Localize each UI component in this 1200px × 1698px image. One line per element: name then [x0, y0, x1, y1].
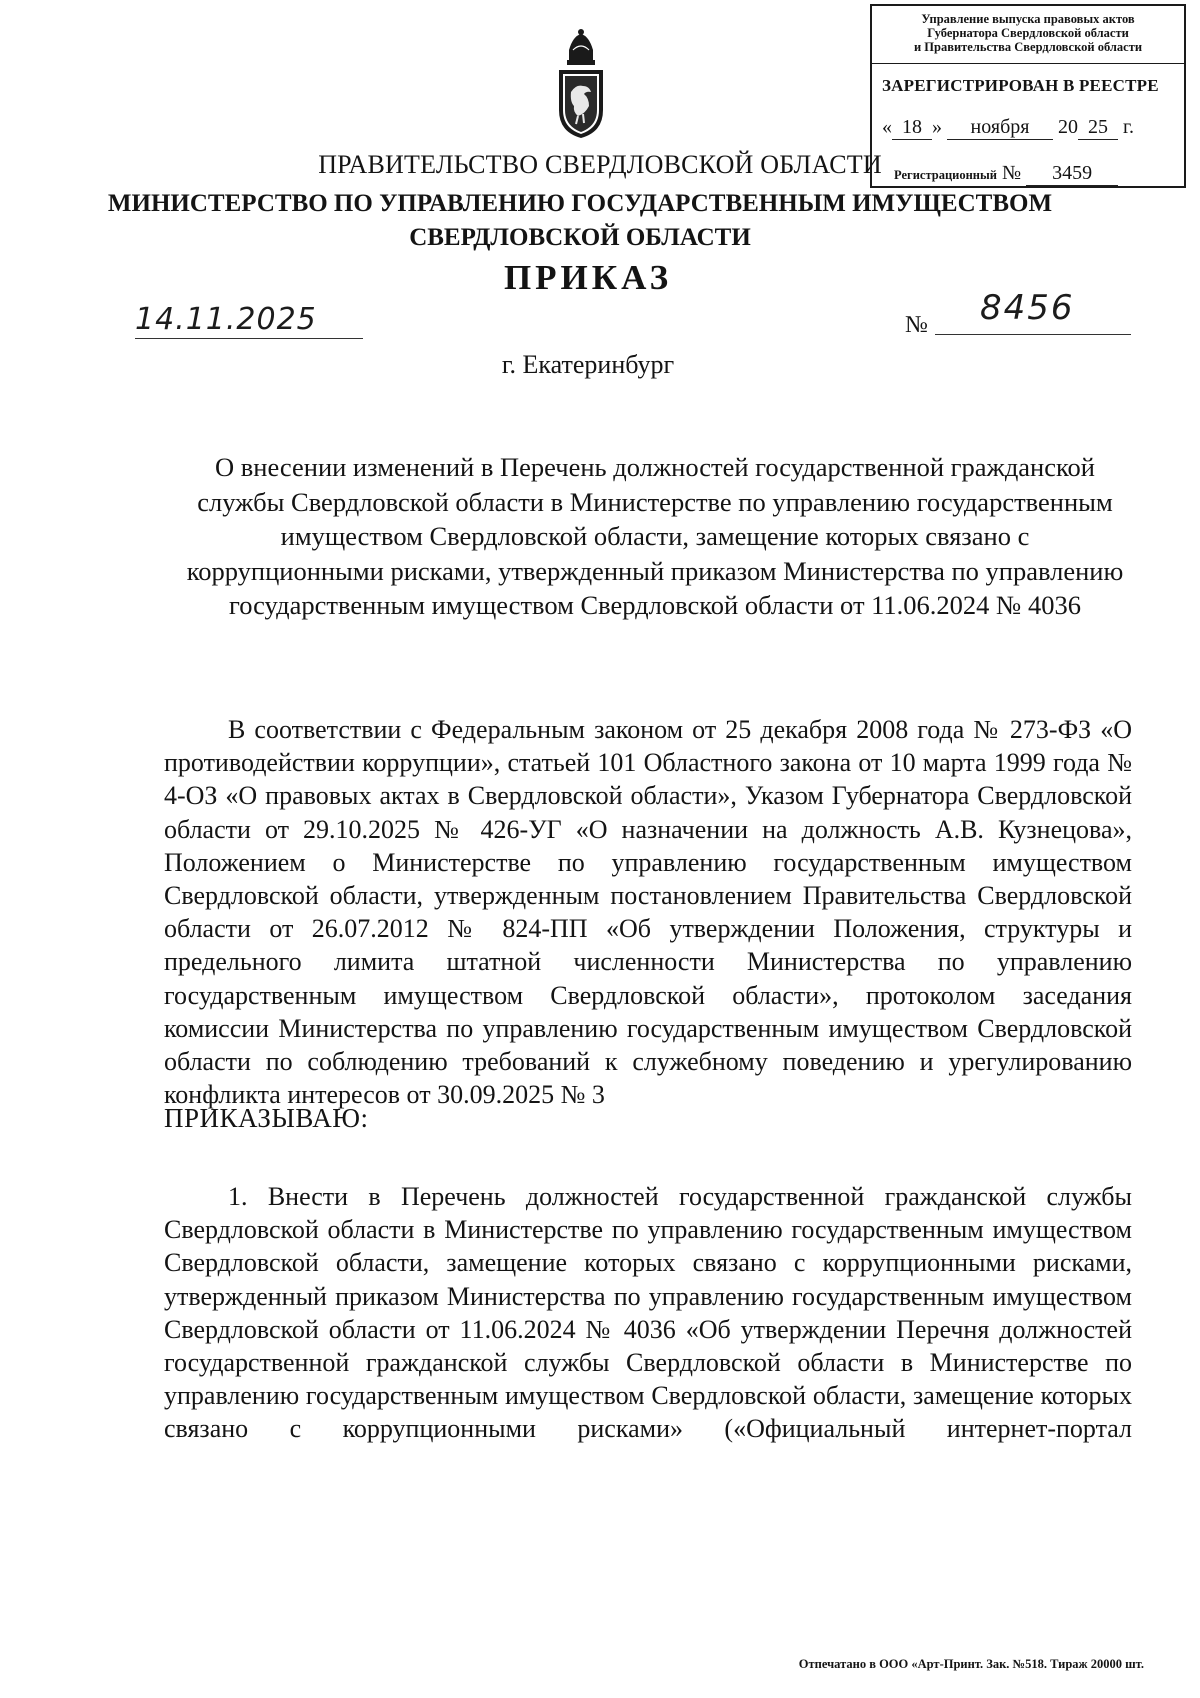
government-title: ПРАВИТЕЛЬСТВО СВЕРДЛОВСКОЙ ОБЛАСТИ [318, 150, 882, 179]
order-date-underline [135, 338, 363, 339]
stamp-day: 18 [892, 116, 932, 140]
stamp-year-prefix: 20 [1058, 116, 1078, 138]
item-1-paragraph: 1. Внести в Перечень должностей государственной гражданской службы Свердловской области в Министерстве по управлению государственным имуществом Свердловской области, замещение которых связано с коррупционными рисками, утвержденный приказом Министерства по управлению государственным имуществом Свердловской области от 11.06.2024 № 4036 «Об утверждении Перечня должностей государственной гражданской службы Свердловской области в Министерстве по управлению государственным имуществом Свердловской области, замещение которых связано с коррупционными рисками» («Официальный интернет-портал [164, 1182, 1132, 1444]
city: г. Екатеринбург [501, 350, 675, 379]
stamp-year-unit: г. [1123, 116, 1134, 138]
document-type: ПРИКАЗ [503, 258, 673, 297]
stamp-reg-number-label: Регистрационный [894, 168, 997, 182]
stamp-registered-label: ЗАРЕГИСТРИРОВАН В РЕЕСТРЕ [882, 76, 1159, 95]
coat-of-arms-icon [556, 28, 606, 140]
stamp-header [872, 12, 1184, 54]
ministry-title: МИНИСТЕРСТВО ПО УПРАВЛЕНИЮ ГОСУДАРСТВЕННЫМ ИМУЩЕСТВОМ СВЕРДЛОВСКОЙ ОБЛАСТИ [107, 190, 1053, 251]
order-word: ПРИКАЗЫВАЮ: [164, 1103, 369, 1133]
stamp-header-line: Губернатора Свердловской области [927, 26, 1129, 40]
print-info-footer: Отпечатано в ООО «Арт-Принт. Зак. №518. Тираж 20000 шт. [798, 1657, 1144, 1671]
stamp-header-line: Управление выпуска правовых актов [921, 12, 1135, 26]
stamp-date: « 18 » ноября 20 25 г. [882, 116, 1134, 138]
stamp-divider [872, 63, 1184, 64]
order-number: 8456 [980, 288, 1075, 328]
stamp-number-sign: № [1001, 162, 1022, 184]
preamble-paragraph: В соответствии с Федеральным законом от 25 декабря 2008 года № 273-ФЗ «О противодействии коррупции», статьей 101 Областного закона от 10 марта 1999 года № 4-ОЗ «О правовых актах в Свердловской области», Указом Губернатора Свердловской области от 29.10.2025 № 426-УГ «О назначении на должность А.В. Кузнецова», Положением о Министерстве по управлению государственным имуществом Свердловской области, утвержденным постановлением Правительства Свердловской области от 26.07.2012 № 824-ПП «Об утверждении Положения, структуры и предельного лимита штатной численности Министерства по управлению государственным имуществом Свердловской области», протоколом заседания комиссии Министерства по управлению государственным имуществом Свердловской области по соблюдению требований к служебному поведению и урегулированию конфликта интересов от 30.09.2025 № 3 [164, 715, 1132, 1110]
stamp-reg-number-value: 3459 [1026, 162, 1118, 186]
order-number-underline [935, 334, 1131, 335]
stamp-year-suffix: 25 [1078, 116, 1118, 140]
document-title: О внесении изменений в Перечень должностей государственной гражданской службы Свердловской области в Министерстве по управлению государственным имуществом Свердловской области, замещение которых связано с коррупционными рисками, утвержденный приказом Министерства по управлению государственным имуществом Свердловской области от 11.06.2024 № 4036 [186, 452, 1124, 620]
order-number-sign: № [905, 312, 928, 338]
stamp-month: ноября [947, 116, 1053, 140]
stamp-header-line: и Правительства Свердловской области [913, 40, 1143, 54]
order-date: 14.11.2025 [135, 302, 317, 337]
